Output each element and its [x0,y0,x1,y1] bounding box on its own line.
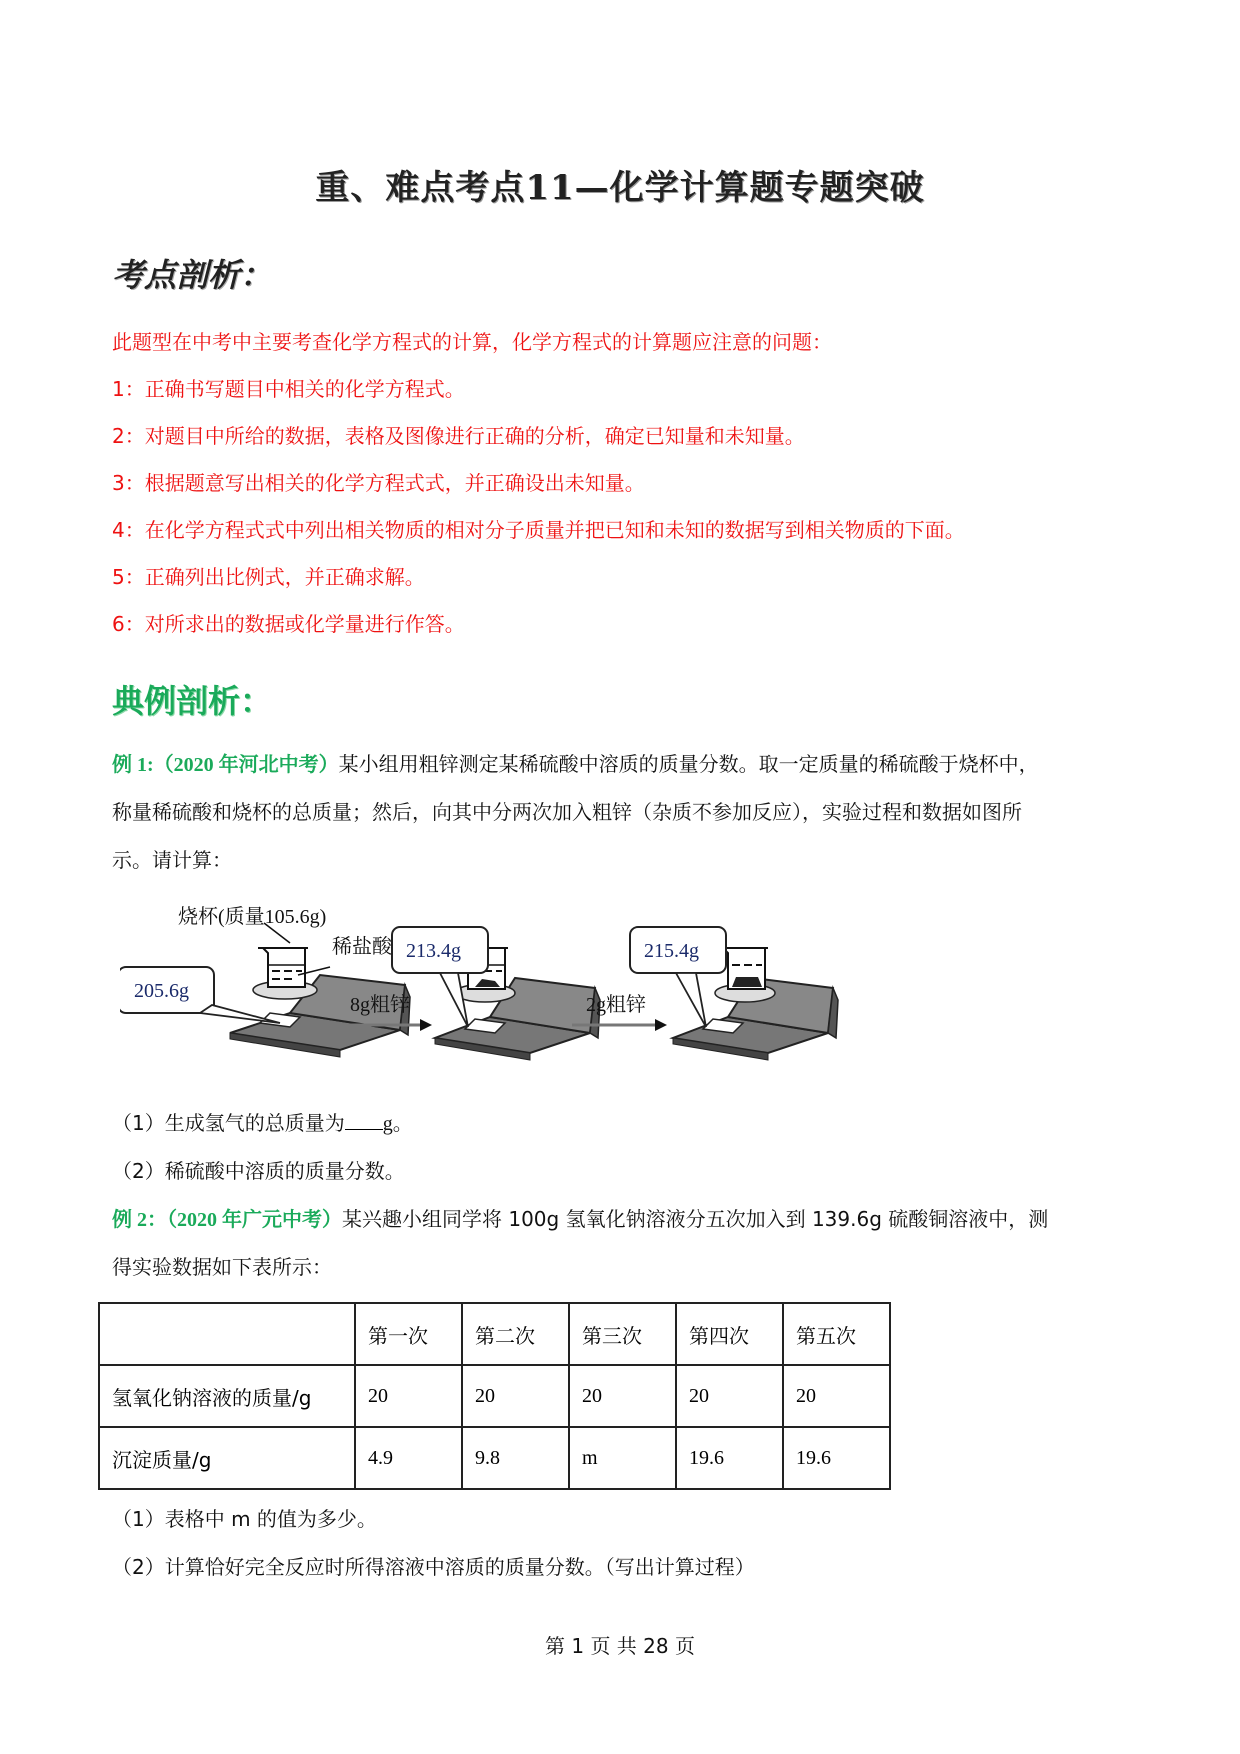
step-2-label: 2g粗锌 [586,994,646,1016]
example2-label: 例 2：（2020 年广元中考） [112,1209,342,1231]
example1-line1 [112,748,1039,777]
page-footer: 第 1 页 共 28 页 [545,1634,695,1658]
table-cell: 9.8 [462,1427,569,1489]
reading-2: 213.4g [406,940,461,962]
beaker-label: 烧杯(质量105.6g) [178,906,327,928]
step-1-label: 8g粗锌 [350,994,410,1016]
table-header-cell: 第四次 [676,1303,783,1365]
table-cell: 19.6 [783,1427,890,1489]
example1-line3: 示。请计算： [112,848,232,872]
analysis-point: 5：正确列出比例式，并正确求解。 [112,565,425,589]
table-header-cell: 第二次 [462,1303,569,1365]
example1-text: 某小组用粗锌测定某稀硫酸中溶质的质量分数。取一定质量的稀硫酸于烧杯中， [338,752,1039,776]
page-title: 重、难点考点11—化学计算题专题突破 [315,168,925,208]
data-table [98,1302,891,1490]
table-header-cell: 第一次 [355,1303,462,1365]
table-header-cell: 第五次 [783,1303,890,1365]
example2-text: 某兴趣小组同学将 100g 氢氧化钠溶液分五次加入到 139.6g 硫酸铜溶液中，测 [342,1207,1049,1231]
table-cell: 20 [462,1365,569,1427]
table-row [99,1427,890,1489]
example1-question-2: （2）稀硫酸中溶质的质量分数。 [112,1159,405,1183]
example1-question-1: （1）生成氢气的总质量为 g。 [112,1111,413,1135]
balance-3 [630,927,838,1060]
balance-2 [392,927,600,1060]
table-header-row [99,1303,890,1365]
analysis-point: 4：在化学方程式式中列出相关物质的相对分子质量并把已知和未知的数据写到相关物质的下面。 [112,518,965,542]
answer-blank[interactable] [345,1113,383,1130]
table-cell: 氢氧化钠溶液的质量/g [99,1365,355,1427]
example2-question-1: （1）表格中 m 的值为多少。 [112,1507,377,1531]
example1-line2: 称量稀硫酸和烧杯的总质量；然后，向其中分两次加入粗锌（杂质不参加反应），实验过程和数据如图所 [112,800,1022,824]
table-cell: 19.6 [676,1427,783,1489]
table-header-cell [99,1303,355,1365]
table-cell: 4.9 [355,1427,462,1489]
table-row [99,1365,890,1427]
table-cell: 20 [355,1365,462,1427]
analysis-heading: 考点剖析： [112,256,273,294]
analysis-intro: 此题型在中考中主要考查化学方程式的计算，化学方程式的计算题应注意的问题： [112,330,832,354]
table-cell: 20 [569,1365,676,1427]
reading-3: 215.4g [644,940,699,962]
table-header-cell: 第三次 [569,1303,676,1365]
experiment-figure [120,905,920,1075]
example2-line1 [112,1203,1048,1232]
table-cell: 沉淀质量/g [99,1427,355,1489]
analysis-point: 1：正确书写题目中相关的化学方程式。 [112,377,465,401]
analysis-point: 6：对所求出的数据或化学量进行作答。 [112,612,465,636]
balance-1 [120,905,410,1057]
table-cell: 20 [676,1365,783,1427]
example1-label: 例 1:（2020 年河北中考） [112,754,339,776]
table-cell: m [569,1427,676,1489]
beaker-icon [258,948,308,987]
analysis-point: 2：对题目中所给的数据，表格及图像进行正确的分析，确定已知量和未知量。 [112,424,805,448]
examples-heading: 典例剖析： [112,682,273,720]
analysis-point: 3：根据题意写出相关的化学方程式式，并正确设出未知量。 [112,471,645,495]
table-cell: 20 [783,1365,890,1427]
reading-1: 205.6g [134,980,189,1002]
example2-question-2: （2）计算恰好完全反应时所得溶液中溶质的质量分数。（写出计算过程） [112,1555,755,1579]
acid-label: 稀盐酸 [332,936,392,958]
example2-line2: 得实验数据如下表所示： [112,1255,332,1279]
